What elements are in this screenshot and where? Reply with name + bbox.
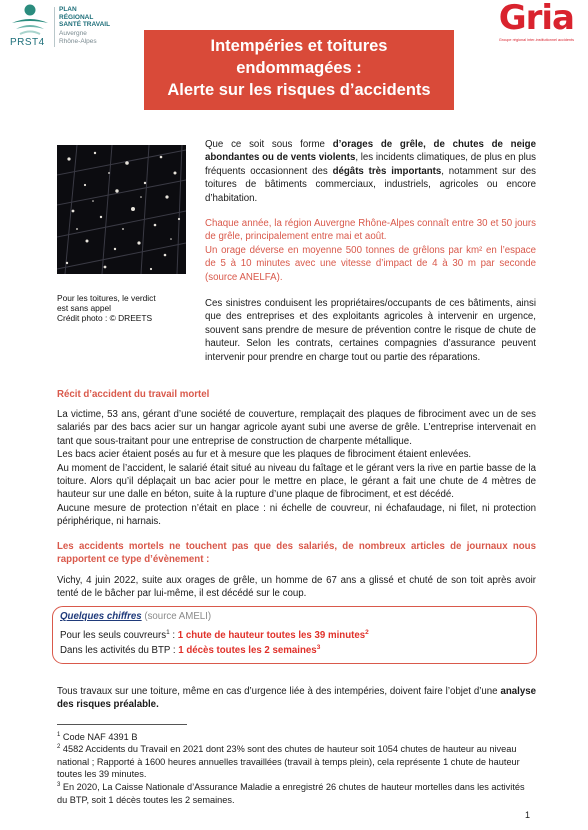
chiffres-title: Quelques chiffres (source AMELI) [60,611,212,622]
sinistres-paragraph: Ces sinistres conduisent les propriétaires/occupants de ces bâtiments, ainsi que des entreprises et des exploitants agricoles à intervenir en urgence, souvent sans prendre de mesure de prévention contre le risque de chute de hauteur. Selon les contrats, certaines compagnies d’assurance peuvent intervenir pour prendre en charge tout ou partie des réparations. [205,298,536,363]
recit-heading: Récit d’accident du travail mortel [57,389,210,400]
page-number: 1 [525,810,531,820]
prst4-person-icon [8,3,52,37]
gria-tagline: Groupe régional inter-institutionnel accidents [498,38,574,42]
gria-logo [492,2,574,46]
conclusion-paragraph: Tous travaux sur une toiture, même en cas d’urgence liée à des intempéries, doivent faire l’objet d’une analyse des risques préalable. [57,686,536,711]
hail-stats-paragraph: Chaque année, la région Auvergne Rhône-Alpes connaît entre 30 et 50 jours de grêle, principalement entre mai et août. Un orage déverse en moyenne 500 tonnes de grêlons par km² en l’espace de 5 à 10 minutes avec une vitesse d’impact de 4 à 30 m par seconde (source ANELFA). [205,218,536,283]
chiffres-btp: Dans les activités du BTP : 1 décès toutes les 2 semaines$^3$ [60,643,321,656]
prst4-region: Auvergne Rhône-Alpes [59,30,97,45]
footnote-3: $^3$ En 2020, La Caisse Nationale d’Assurance Maladie a enregistré 26 chutes de hauteur mortelles dans les activités du BTP, soit 1 décès toutes les 2 semaines. [57,781,525,805]
prst4-text: PLAN RÉGIONAL SANTÉ TRAVAIL [59,6,111,28]
prst4-name: PRST4 [10,37,45,48]
footnote-2: $^2$ 4582 Accidents du Travail en 2021 dont 23% sont des chutes de hauteur soit 1054 chutes de hauteur au niveau national ; Rapporté à 1600 heures annuelles travaillées (travail à temps plein), cela représente 1 chute de hauteur toutes les 39 minutes. [57,743,520,780]
footnote-separator [57,724,187,725]
salaries-heading: Les accidents mortels ne touchent pas que des salariés, de nombreux articles de journaux nous rapportent ce type d’évènement : [57,541,536,566]
chiffres-couvreurs: Pour les seuls couvreurs$^1$ : 1 chute de hauteur toutes les 39 minutes$^2$ [60,628,369,641]
damaged-roof-photo [57,145,186,274]
prst4-divider [54,7,55,47]
footnote-1: $^1$ Code NAF 4391 B [57,731,138,742]
vichy-paragraph: Vichy, 4 juin 2022, suite aux orages de grêle, un homme de 67 ans a glissé et chuté de son toit après avoir tenté de le bâcher par lui-même, il est décédé sur le coup. [57,575,536,600]
page-title: Intempéries et toitures endommagées : Alerte sur les risques d’accidents [144,30,454,110]
gria-wordmark: Gria [498,0,574,38]
photo-caption: Pour les toitures, le verdict est sans appel Crédit photo : © DREETS [57,293,156,323]
intro-paragraph: Que ce soit sous forme d’orages de grêle, de chutes de neige abondantes ou de vents violents, les incidents climatiques, de plus en plus fréquents occasionnent des dégâts très importants, notamment sur des toitures de bâtiments commerciaux, industriels, agricoles ou encore d’habitation. [205,139,536,204]
chiffres-box [52,606,537,664]
recit-body: La victime, 53 ans, gérant d’une société de couverture, remplaçait des plaques de fibrociment avec un de ses salariés par des bacs acier sur un hangar agricole ayant subi une averse de grêle. L’entreprise intervenait en tant que sous-traitant pour une entreprise de construction de charpente métallique. Les bacs acier étaient posés au fur et à mesure que les plaques de fibrociment étaient enlevées. Au moment de l’accident, le salarié était situé au niveau du faîtage et le gérant vers la rive en partie basse de la toiture. Alors qu’il déplaçait un bac acier pour le mettre en place, le gérant a fait une chute de 4 mètres de hauteur sur une dalle en béton, suite à la rupture d’une plaque de fibrociment, et est décédé. Aucune mesure de protection n’était en place : ni échelle de couvreur, ni échafaudage, ni filet, ni protection périphérique, ni harnais. [57,409,536,528]
prst4-logo [6,3,128,51]
